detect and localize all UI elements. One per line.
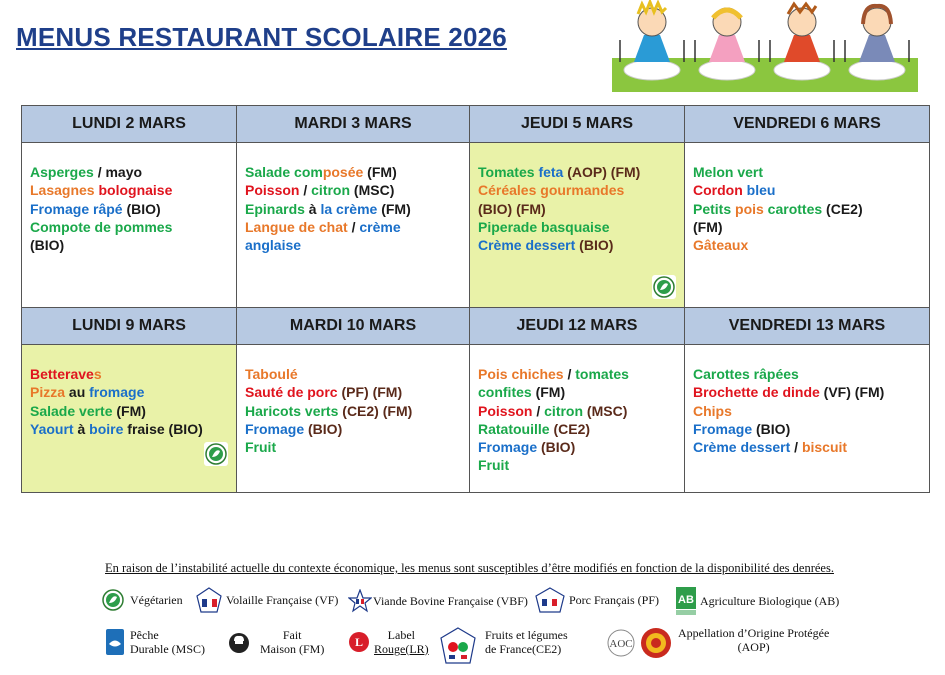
menu-text: (BIO) xyxy=(752,420,791,437)
menu-line xyxy=(478,200,678,218)
menu-cell xyxy=(685,143,930,308)
legend-pf xyxy=(535,587,659,613)
legend-msc xyxy=(106,628,205,656)
menu-cell xyxy=(237,345,470,493)
disclaimer-note: En raison de l’instabilité actuelle du contexte économique, les menus sont susceptibles d’être modifiés en fonction de la disponibilité des denrées. xyxy=(105,561,834,575)
menu-line xyxy=(693,365,923,383)
menu-line xyxy=(693,163,923,181)
label-rouge-icon xyxy=(348,630,370,654)
menu-text: Haricots verts xyxy=(245,402,339,419)
menu-text: Crème dessert xyxy=(693,439,791,456)
menu-text: Crème dessert xyxy=(478,237,576,254)
day-header: LUNDI 2 MARS xyxy=(22,106,237,143)
menu-text: (BIO) xyxy=(30,237,65,254)
day-header: VENDREDI 6 MARS xyxy=(685,106,930,143)
menu-text: au xyxy=(65,384,90,401)
legend-vf xyxy=(196,587,338,613)
menu-line xyxy=(30,236,230,254)
sustainable-fishing-msc-icon xyxy=(106,629,124,655)
menu-line xyxy=(478,218,678,236)
menu-text: fromage xyxy=(89,384,145,401)
menu-text: (BIO) xyxy=(537,439,576,456)
day-header: JEUDI 5 MARS xyxy=(470,106,685,143)
menu-line xyxy=(693,438,923,456)
menu-line xyxy=(30,181,230,199)
menu-text: Langue de chat xyxy=(245,218,348,235)
menu-line xyxy=(245,383,463,401)
menu-text: Pizza xyxy=(30,384,66,401)
menu-text: boire xyxy=(89,420,124,437)
menu-line xyxy=(245,402,463,420)
menu-text: Gâteaux xyxy=(693,237,749,254)
legend-aop xyxy=(605,627,829,659)
menu-line xyxy=(693,383,923,401)
menu-text: confites xyxy=(478,384,532,401)
menu-text: (CE2) xyxy=(822,200,863,217)
children-at-table-illustration xyxy=(612,0,918,92)
menu-line xyxy=(30,163,230,181)
menu-text: Asperges xyxy=(30,164,94,180)
menu-text: Fromage râpé xyxy=(30,200,123,217)
menu-text: / xyxy=(299,182,312,199)
organic-agriculture-ab-icon xyxy=(676,587,696,615)
menu-line xyxy=(245,218,463,236)
menu-line xyxy=(693,402,923,420)
menu-text: Carottes râpées xyxy=(693,366,799,382)
legend-label: Volaille Française (VF) xyxy=(226,593,339,607)
menu-text: (VF) (FM) xyxy=(819,384,885,401)
menu-table xyxy=(21,105,930,493)
menu-text: Fruit xyxy=(245,439,277,456)
menu-text: à xyxy=(304,200,321,217)
menu-text: / xyxy=(563,366,576,382)
menu-line xyxy=(478,456,678,474)
menu-line xyxy=(478,402,678,420)
menu-text: carottes xyxy=(763,200,823,217)
menu-text: Poisson xyxy=(478,402,533,419)
vegetarian-leaf-icon xyxy=(204,442,228,466)
menu-text: (AOP) (FM) xyxy=(563,164,641,180)
menu-text: (PF) (FM) xyxy=(337,384,403,401)
menu-line xyxy=(30,383,230,401)
week-2-header-row xyxy=(22,308,930,345)
legend-ce2 xyxy=(440,627,568,665)
aoc-label-icon xyxy=(605,628,637,658)
menu-text: / xyxy=(532,402,545,419)
menu-cell xyxy=(237,143,470,308)
menu-line xyxy=(245,438,463,456)
legend-vegetarien xyxy=(102,589,183,611)
legend-label: Agriculture Biologique (AB) xyxy=(700,594,840,608)
menu-text: citron xyxy=(544,402,584,419)
menu-text: feta xyxy=(538,164,564,180)
week-1-menu-row xyxy=(22,143,930,308)
menu-line xyxy=(245,420,463,438)
menu-line xyxy=(245,163,463,181)
menu-text: citron xyxy=(311,182,351,199)
legend-label: Viande Bovine Française (VBF) xyxy=(373,594,528,608)
menu-line xyxy=(478,383,678,401)
menu-text: Brochette de dinde xyxy=(693,384,820,401)
svg-text:L: L xyxy=(354,635,364,649)
legend-label: Végétarien xyxy=(130,593,183,607)
legend-label-ce2: Fruits et légumes de France(CE2) xyxy=(485,628,568,656)
day-header: JEUDI 12 MARS xyxy=(470,308,685,345)
legend-vbf xyxy=(348,589,528,613)
menu-text: Melon vert xyxy=(693,164,764,180)
menu-line xyxy=(245,365,463,383)
menu-text: pois xyxy=(735,200,764,217)
menu-line xyxy=(30,402,230,420)
menu-cell xyxy=(470,345,685,493)
menu-text: (FM) xyxy=(112,402,146,419)
menu-line xyxy=(245,200,463,218)
menu-cell xyxy=(685,345,930,493)
menu-line xyxy=(30,218,230,236)
day-header: MARDI 3 MARS xyxy=(237,106,470,143)
menu-text: bolognaise xyxy=(98,182,173,199)
menu-line xyxy=(693,236,923,254)
menu-text: Fromage xyxy=(693,420,753,437)
menu-cell xyxy=(470,143,685,308)
menu-text: Fromage xyxy=(478,439,538,456)
menu-line xyxy=(478,163,678,181)
homemade-chef-icon xyxy=(228,629,250,655)
menu-text: Cordon xyxy=(693,182,747,199)
menu-text: Lasagnes xyxy=(30,182,99,199)
menu-text: (CE2) (FM) xyxy=(338,402,413,419)
svg-text:AB: AB xyxy=(678,594,694,606)
french-beef-label-icon xyxy=(348,589,372,613)
legend-fm xyxy=(228,628,324,656)
menu-text: / xyxy=(347,218,360,235)
menu-text: Céréales gourmandes xyxy=(478,182,625,199)
menu-text: Compote de pommes xyxy=(30,218,173,235)
menu-text: Yaourt xyxy=(30,420,74,437)
menu-line xyxy=(478,365,678,383)
menu-text: crème xyxy=(359,218,401,235)
legend-ab xyxy=(676,587,839,615)
menu-text: Salade verte xyxy=(30,402,113,419)
menu-text: (CE2) xyxy=(549,420,591,437)
menu-text: (MSC) xyxy=(350,182,395,199)
menu-line xyxy=(245,236,463,254)
menu-text: (FM) xyxy=(363,164,397,180)
menu-text: Petits xyxy=(693,200,736,217)
menu-line xyxy=(30,420,230,438)
menu-line xyxy=(693,420,923,438)
menu-text: biscuit xyxy=(801,439,848,456)
menu-text: (BIO) xyxy=(575,237,614,254)
vegetarian-leaf-icon xyxy=(102,589,124,611)
aop-red-seal-icon xyxy=(640,627,672,659)
menu-text: (BIO) xyxy=(304,420,343,437)
legend-label-aop: Appellation d’Origine Protégée (AOP) xyxy=(678,626,830,654)
day-header: MARDI 10 MARS xyxy=(237,308,470,345)
menu-line xyxy=(30,365,230,383)
menu-cell xyxy=(22,345,237,493)
menu-text: à xyxy=(73,420,90,437)
menu-text: Salade com xyxy=(245,164,323,180)
french-pork-label-icon xyxy=(535,587,565,613)
week-1-header-row xyxy=(22,106,930,143)
menu-text: Betterave xyxy=(30,366,94,382)
menu-text: bleu xyxy=(746,182,776,199)
day-header: VENDREDI 13 MARS xyxy=(685,308,930,345)
menu-text: (BIO) (FM) xyxy=(478,200,546,217)
legend-label: Porc Français (PF) xyxy=(569,593,659,607)
vegetarian-leaf-icon xyxy=(652,275,676,299)
menu-text: s xyxy=(93,366,102,382)
menu-line xyxy=(478,236,678,254)
menu-text: Pois chiches xyxy=(478,366,564,382)
menu-line xyxy=(478,420,678,438)
page-title: MENUS RESTAURANT SCOLAIRE 2026 xyxy=(16,22,507,52)
menu-text: Ratatouille xyxy=(478,420,550,437)
menu-text: Poisson xyxy=(245,182,300,199)
menu-text: / xyxy=(790,439,802,456)
menu-text: posée xyxy=(322,164,364,180)
menu-text: Sauté de porc xyxy=(245,384,338,401)
menu-text: (BIO) xyxy=(122,200,161,217)
menu-text: (FM) xyxy=(531,384,566,401)
menu-text: Tomates xyxy=(478,164,539,180)
menu-cell xyxy=(22,143,237,308)
menu-text: (MSC) xyxy=(583,402,628,419)
svg-text:AOC: AOC xyxy=(609,638,633,650)
menu-line xyxy=(693,181,923,199)
menu-line xyxy=(693,200,923,218)
menu-text: Fruit xyxy=(478,457,510,474)
menu-text: tomates xyxy=(575,366,629,382)
menu-text: Taboulé xyxy=(245,366,298,382)
french-fruits-vegetables-icon xyxy=(440,627,476,665)
menu-text: Chips xyxy=(693,402,732,419)
menu-text: fraise (BIO) xyxy=(123,420,203,437)
french-poultry-label-icon xyxy=(196,587,222,613)
menu-line xyxy=(478,181,678,199)
legend-label-msc: Pêche Durable (MSC) xyxy=(130,628,205,656)
menu-line xyxy=(30,200,230,218)
legend-label-fm: Fait Maison (FM) xyxy=(260,628,325,656)
week-2-menu-row xyxy=(22,345,930,493)
menu-text: (FM) xyxy=(377,200,411,217)
legend-label-lr: Label Rouge(LR) xyxy=(374,628,429,656)
menu-line xyxy=(478,438,678,456)
menu-text: Piperade basquaise xyxy=(478,218,610,235)
menu-line xyxy=(245,181,463,199)
menu-text: (FM) xyxy=(693,218,723,235)
menu-text: Epinards xyxy=(245,200,305,217)
menu-text: anglaise xyxy=(245,237,302,254)
menu-text: la crème xyxy=(320,200,378,217)
legend-lr xyxy=(348,628,429,656)
day-header: LUNDI 9 MARS xyxy=(22,308,237,345)
menu-line xyxy=(693,218,923,236)
menu-text: / mayo xyxy=(93,164,143,180)
menu-text: Fromage xyxy=(245,420,305,437)
